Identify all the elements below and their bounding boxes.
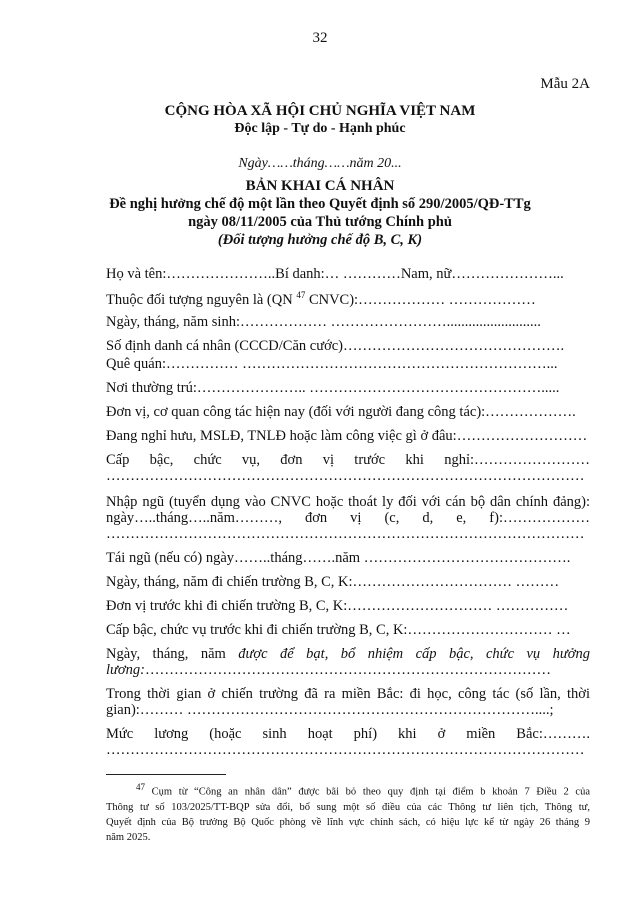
footnote-line-3: Quyết định của Bộ trưởng Bộ Quốc phòng về lĩnh vực chính sách, có hiệu lực kể từ ngày 26 tháng 9 — [106, 816, 590, 828]
form-subtitle-2: ngày 08/11/2005 của Thủ tướng Chính phủ — [188, 214, 452, 230]
field-promotion-date-italic: được để bạt, bổ nhiệm cấp bậc, chức vụ hưởng — [238, 646, 590, 662]
footnote-number: 47 — [136, 782, 145, 792]
field-unit-before-battlefield: Đơn vị trước khi đi chiến trường B, C, K:………………………… …………… — [106, 598, 569, 614]
field-subject-type-rest: CNVC):……………… ……………… — [305, 291, 536, 308]
field-enlistment-date: ngày…..tháng…..năm………, đơn vị (c, d, e, f):……………… — [106, 510, 590, 526]
field-rank-before-leave: Cấp bậc, chức vụ, đơn vị trước khi nghỉ:…………………… — [106, 452, 590, 468]
field-promotion-salary-label: lương: — [106, 662, 146, 678]
field-name: Họ và tên:…………………..Bí danh:… …………Nam, nữ…………………... — [106, 266, 564, 282]
footnote-text-1: Cụm từ “Công an nhân dân” được bãi bỏ theo quy định tại điểm b khoản 7 Điều 2 của — [145, 786, 590, 798]
field-promotion-salary-dots: ………………………………………………………………………… — [145, 662, 552, 678]
form-subtitle-1: Đề nghị hưởng chế độ một lần theo Quyết định số 290/2005/QĐ-TTg — [109, 196, 531, 212]
field-subject-type-text: Thuộc đối tượng nguyên là (QN — [106, 291, 297, 308]
field-rank-before-battlefield: Cấp bậc, chức vụ trước khi đi chiến trường B, C, K:………………………… … — [106, 622, 571, 638]
footnote-line-4: năm 2025. — [106, 831, 151, 843]
field-residence: Nơi thường trú:………………….. …………………………………………..... — [106, 380, 560, 396]
field-trips-north-cont: gian):……… ………………………………………………………………....; — [106, 702, 554, 718]
field-retirement: Đang nghỉ hưu, MSLĐ, TNLĐ hoặc làm công việc gì ở đâu:……………………… — [106, 428, 588, 444]
field-promotion-date — [106, 646, 590, 663]
field-rank-before-leave-cont: ……………………………………………………………………………………… — [106, 468, 585, 484]
footnote-ref: 47 — [296, 290, 306, 300]
field-salary-north-cont: ……………………………………………………………………………………… — [106, 742, 585, 758]
field-current-unit: Đơn vị, cơ quan công tác hiện nay (đối với người đang công tác):………………. — [106, 404, 576, 420]
footnote-divider — [106, 774, 226, 775]
field-battlefield-date: Ngày, tháng, năm đi chiến trường B, C, K:…………………………… ……… — [106, 574, 560, 590]
form-code: Mẫu 2A — [540, 76, 590, 92]
field-promotion-salary — [106, 662, 590, 679]
footnote-line-1 — [106, 780, 590, 800]
field-birth-date: Ngày, tháng, năm sinh:……………… …………………….......................... — [106, 314, 541, 330]
form-title: BẢN KHAI CÁ NHÂN — [245, 178, 395, 194]
field-trips-north: Trong thời gian ở chiến trường đã ra miền Bắc: đi học, công tác (số lần, thời — [106, 686, 590, 702]
field-subject-type — [106, 290, 590, 309]
field-hometown: Quê quán:…………… ………………………………………………………... — [106, 356, 558, 372]
date-line: Ngày……tháng……năm 20... — [238, 156, 402, 171]
field-re-enlistment: Tái ngũ (nếu có) ngày……..tháng…….năm ……………………………………. — [106, 550, 571, 566]
form-subtitle-3: (Đối tượng hưởng chế độ B, C, K) — [217, 232, 423, 248]
page-number: 32 — [312, 30, 328, 46]
national-motto: Độc lập - Tự do - Hạnh phúc — [234, 121, 406, 136]
field-salary-north: Mức lương (hoặc sinh hoạt phí) khi ở miền Bắc:………. — [106, 726, 590, 742]
footnote — [106, 780, 590, 845]
field-enlistment-cont: ……………………………………………………………………………………… — [106, 526, 585, 542]
field-promotion-date-text: Ngày, tháng, năm — [106, 646, 239, 662]
national-title: CỘNG HÒA XÃ HỘI CHỦ NGHĨA VIỆT NAM — [164, 103, 476, 119]
footnote-line-2: Thông tư số 103/2025/TT-BQP sửa đổi, bổ sung một số điều của các Thông tư liên tịch, Thông tư, — [106, 801, 590, 813]
field-enlistment: Nhập ngũ (tuyển dụng vào CNVC hoặc thoát ly đối với cán bộ dân chính đảng): — [106, 494, 590, 510]
field-id-number: Số định danh cá nhân (CCCD/Căn cước)………………………………………. — [106, 338, 565, 354]
